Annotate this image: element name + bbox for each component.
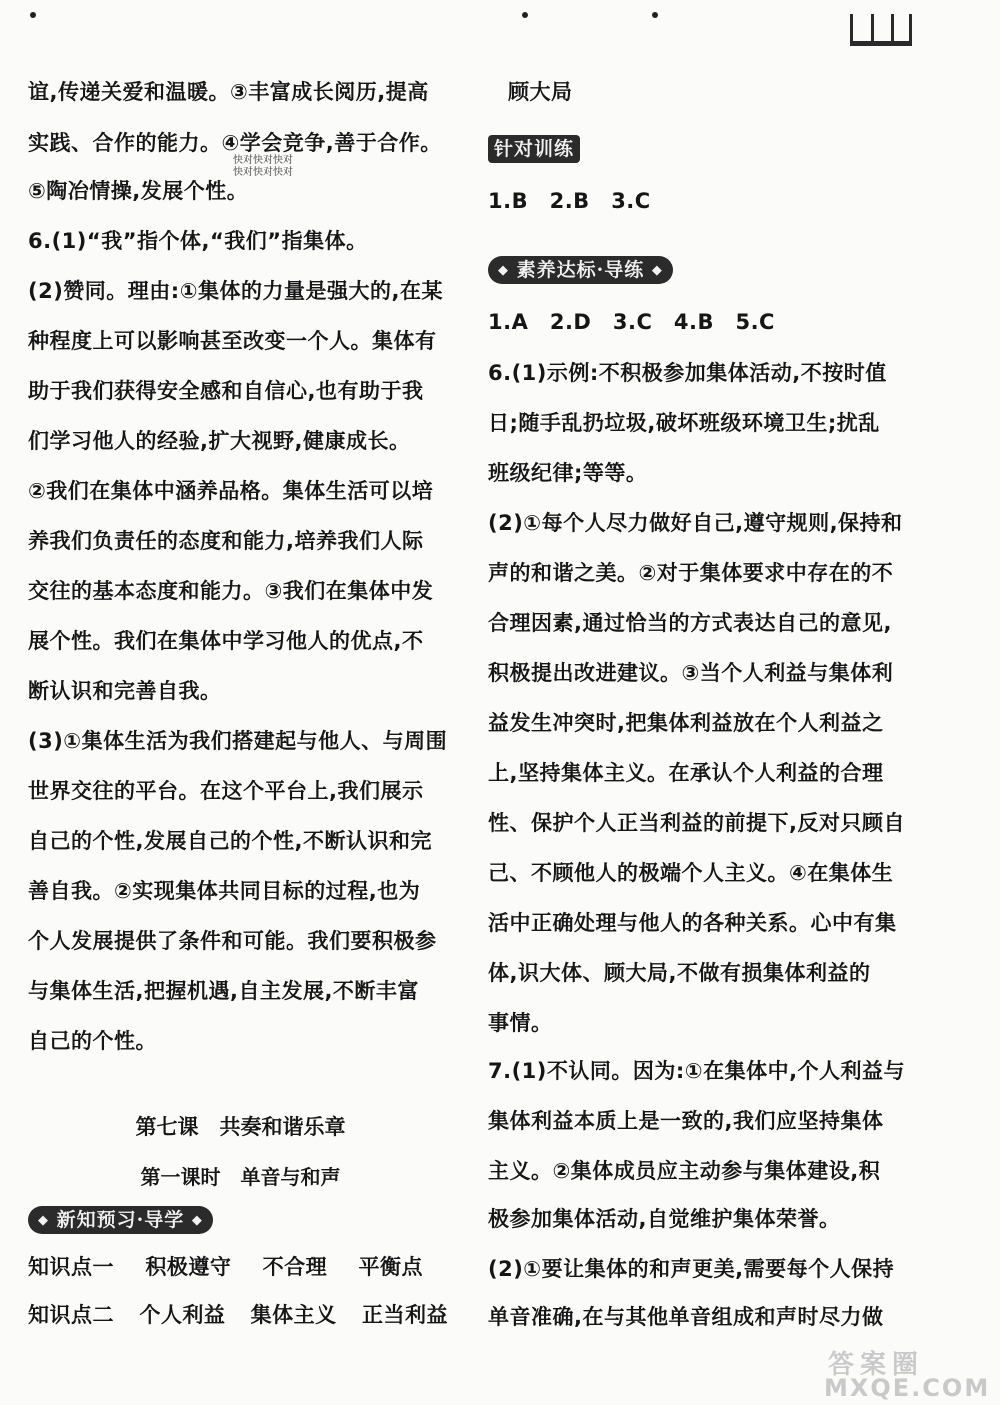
knowledge-item: 集体主义: [250, 1303, 337, 1327]
text-line: 交往的基本态度和能力。③我们在集体中发: [28, 579, 434, 603]
text-line: 极参加集体活动,自觉维护集体荣誉。: [488, 1207, 841, 1231]
badge-label: 素养达标·导练: [516, 259, 645, 281]
text-line: 助于我们获得安全感和自信心,也有助于我: [28, 379, 424, 403]
diamond-icon: ◆: [191, 1213, 203, 1228]
text-line: 体,识大体、顾大局,不做有损集体利益的: [488, 961, 871, 985]
text-line: 益发生冲突时,把集体利益放在个人利益之: [488, 711, 884, 735]
scan-dot: [522, 12, 528, 18]
knowledge-item: 正当利益: [361, 1303, 448, 1327]
book-frame-icon: [850, 14, 912, 46]
text-line: 养我们负责任的态度和能力,培养我们人际: [28, 529, 424, 553]
lesson-subtitle: 第一课时 单音与和声: [140, 1165, 341, 1189]
lesson-title: 第七课 共奏和谐乐章: [135, 1115, 346, 1139]
text-line: 断认识和完善自我。: [28, 679, 222, 703]
scan-dot: [652, 12, 658, 18]
knowledge-item: 平衡点: [358, 1255, 423, 1279]
knowledge-item: 不合理: [262, 1255, 328, 1279]
text-line: 单音准确,在与其他单音组成和声时尽力做: [488, 1305, 884, 1329]
text-line: 善自我。②实现集体共同目标的过程,也为: [28, 879, 421, 903]
knowledge-item: 积极遵守: [145, 1255, 232, 1279]
text-line: 上,坚持集体主义。在承认个人利益的合理: [488, 761, 884, 785]
text-line: 们学习他人的经验,扩大视野,健康成长。: [28, 429, 411, 453]
text-line: 顾大局: [508, 80, 573, 104]
text-line: 谊,传递关爱和温暖。③丰富成长阅历,提高: [28, 80, 429, 104]
diamond-icon: ◆: [498, 263, 509, 278]
text-line: 7.(1)不认同。因为:①在集体中,个人利益与: [488, 1059, 906, 1083]
text-line: 事情。: [488, 1011, 553, 1035]
badge-label: 新知预习·导学: [56, 1209, 185, 1231]
text-line: 实践、合作的能力。④学会竞争,善于合作。: [28, 131, 442, 155]
badge-label: 针对训练: [494, 138, 575, 160]
knowledge-label: 知识点一: [28, 1255, 114, 1279]
text-line: 种程度上可以影响甚至改变一个人。集体有: [28, 329, 437, 353]
text-line: 积极提出改进建议。③当个人利益与集体利: [488, 661, 894, 685]
text-line: 集体利益本质上是一致的,我们应坚持集体: [488, 1109, 884, 1133]
watermark-top: 答案圈: [828, 1350, 925, 1380]
text-line: 主义。②集体成员应主动参与集体建设,积: [488, 1159, 881, 1183]
watermark: [818, 1350, 998, 1402]
text-line: 声的和谐之美。②对于集体要求中存在的不: [488, 561, 894, 585]
text-line: 6.(1)“我”指个体,“我们”指集体。: [28, 229, 368, 253]
text-line: (3)①集体生活为我们搭建起与他人、与周围: [28, 729, 448, 753]
diamond-icon: ◆: [651, 263, 663, 278]
text-line: 自己的个性。: [28, 1029, 157, 1053]
text-line: 己、不顾他人的极端个人主义。④在集体生: [488, 861, 894, 885]
knowledge-label: 知识点二: [28, 1303, 114, 1327]
text-line: (2)①每个人尽力做好自己,遵守规则,保持和: [488, 511, 903, 535]
text-line: 自己的个性,发展自己的个性,不断认识和完: [28, 829, 432, 853]
text-line: (2)①要让集体的和声更美,需要每个人保持: [488, 1257, 895, 1281]
answer-line: 1.A 2.D 3.C 4.B 5.C: [488, 310, 775, 334]
knowledge-row: [28, 1252, 423, 1282]
text-line: (2)赞同。理由:①集体的力量是强大的,在某: [28, 279, 443, 303]
section-badge: [28, 1206, 213, 1234]
scan-dot: [30, 12, 36, 18]
text-line: 性、保护个人正当利益的前提下,反对只顾自: [488, 811, 905, 835]
text-line: 世界交往的平台。在这个平台上,我们展示: [28, 779, 424, 803]
text-line: 与集体生活,把握机遇,自主发展,不断丰富: [28, 979, 419, 1003]
text-line: 日;随手乱扔垃圾,破坏班级环境卫生;扰乱: [488, 411, 880, 435]
handwritten-note: 快对快对快对: [233, 167, 293, 178]
text-line: 活中正确处理与他人的各种关系。心中有集: [488, 911, 897, 935]
knowledge-item: 个人利益: [139, 1303, 226, 1327]
text-line: 合理因素,通过恰当的方式表达自己的意见,: [488, 611, 892, 635]
handwritten-note: 快对快对快对: [233, 155, 293, 166]
knowledge-row: [28, 1300, 448, 1330]
text-line: ⑤陶冶情操,发展个性。: [28, 179, 249, 203]
text-line: 展个性。我们在集体中学习他人的优点,不: [28, 629, 424, 653]
text-line: 个人发展提供了条件和可能。我们要积极参: [28, 929, 437, 953]
watermark-bottom: MXQE.COM: [824, 1374, 991, 1402]
text-line: 6.(1)示例:不积极参加集体活动,不按时值: [488, 361, 887, 385]
section-badge: [488, 135, 580, 163]
section-badge: [488, 256, 673, 284]
text-line: ②我们在集体中涵养品格。集体生活可以培: [28, 479, 434, 503]
diamond-icon: ◆: [38, 1213, 49, 1228]
answer-line: 1.B 2.B 3.C: [488, 189, 651, 213]
text-line: 班级纪律;等等。: [488, 461, 648, 485]
